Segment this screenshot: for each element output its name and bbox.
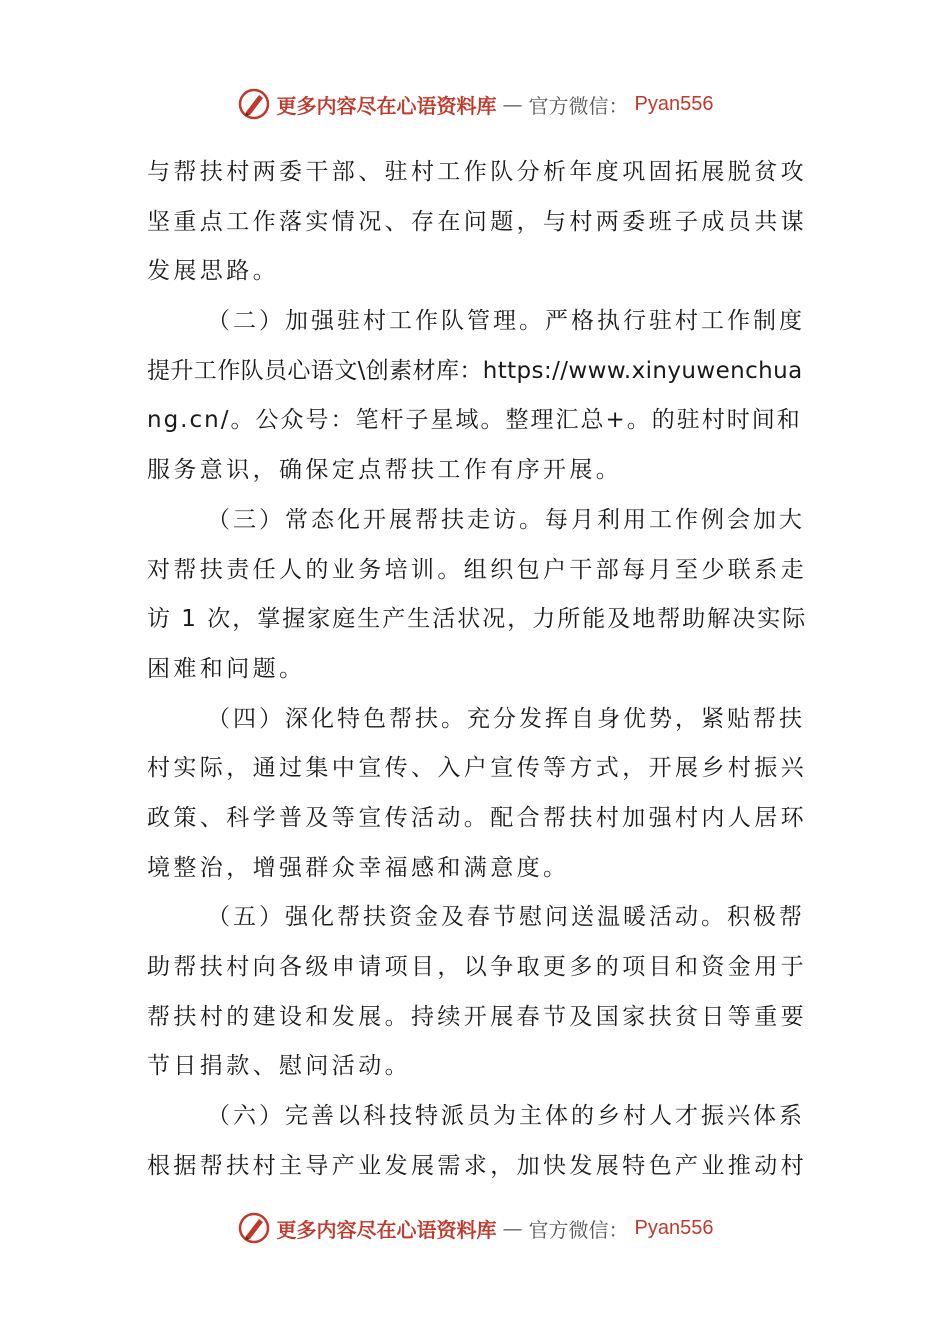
text-line: 政策、科学普及等宣传活动。配合帮扶村加强村内人居环	[147, 804, 807, 831]
text-line: 坚重点工作落实情况、存在问题，与村两委班子成员共谋	[147, 208, 807, 235]
text-line: 村实际，通过集中宣传、入户宣传等方式，开展乡村振兴	[147, 755, 807, 782]
paragraph-first-line: （二）加强驻村工作队管理。严格执行驻村工作制度	[207, 308, 805, 335]
text-line: 提升工作队员心语文\创素材库：https://www.xinyuwenchua	[147, 357, 803, 384]
text-line: 助帮扶村向各级申请项目，以争取更多的项目和资金用于	[147, 954, 807, 980]
watermark-dash: —	[502, 92, 523, 116]
watermark-dash: —	[502, 1216, 523, 1240]
paragraph-first-line: （三）常态化开展帮扶走访。每月利用工作例会加大	[207, 506, 805, 533]
text-line: 根据帮扶村主导产业发展需求，加快发展特色产业推动村	[147, 1152, 807, 1179]
pen-logo-icon	[237, 1211, 271, 1245]
watermark-official-label: 官方微信：	[528, 93, 629, 118]
text-line: 访 1 次，掌握家庭生产生活状况，力所能及地帮助解决实际	[147, 606, 807, 633]
watermark-main-text: 更多内容尽在心语资料库	[276, 1217, 497, 1242]
text-line: 服务意识，确保定点帮扶工作有序开展。	[147, 457, 623, 484]
watermark-wechat-id: Pyan556	[634, 1216, 714, 1239]
paragraph-first-line: （六）完善以科技特派员为主体的乡村人才振兴体系	[207, 1103, 805, 1130]
text-line: 对帮扶责任人的业务培训。组织包户干部每月至少联系走	[147, 556, 807, 583]
text-line: 发展思路。	[147, 258, 279, 285]
watermark-wechat-id: Pyan556	[634, 92, 714, 115]
document-body	[147, 148, 807, 1191]
watermark-main-text: 更多内容尽在心语资料库	[276, 93, 497, 118]
watermark-official-label: 官方微信：	[528, 1217, 629, 1242]
paragraph-first-line: （四）深化特色帮扶。充分发挥自身优势，紧贴帮扶	[207, 705, 805, 732]
paragraph-first-line: （五）强化帮扶资金及春节慰问送温暖活动。积极帮	[207, 904, 805, 931]
footer-watermark	[0, 1210, 950, 1246]
pen-logo-icon	[237, 87, 271, 121]
text-line: 与帮扶村两委干部、驻村工作队分析年度巩固拓展脱贫攻	[147, 159, 807, 185]
text-line: 节日捐款、慰问活动。	[147, 1053, 411, 1080]
text-line: 境整治，增强群众幸福感和满意度。	[147, 854, 570, 881]
text-line: 帮扶村的建设和发展。持续开展春节及国家扶贫日等重要	[147, 1003, 807, 1030]
text-line: ng.cn/。公众号：笔杆子星域。整理汇总+。的驻村时间和	[147, 407, 802, 434]
text-line: 困难和问题。	[147, 655, 306, 682]
header-watermark	[0, 86, 950, 122]
